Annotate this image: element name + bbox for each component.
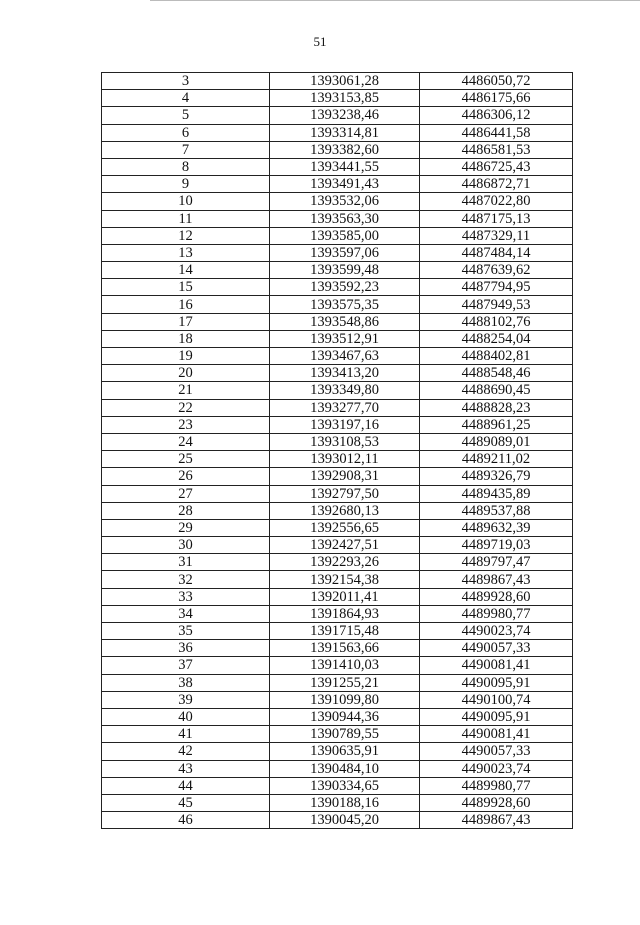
point-number-cell: 38 xyxy=(102,674,270,691)
x-coordinate-cell: 1393467,63 xyxy=(270,348,420,365)
x-coordinate-cell: 1392908,31 xyxy=(270,468,420,485)
x-coordinate-cell: 1393382,60 xyxy=(270,141,420,158)
y-coordinate-cell: 4488102,76 xyxy=(420,313,573,330)
table-row xyxy=(102,90,573,107)
table-row xyxy=(102,382,573,399)
x-coordinate-cell: 1392011,41 xyxy=(270,588,420,605)
point-number-cell: 18 xyxy=(102,330,270,347)
table-row xyxy=(102,537,573,554)
x-coordinate-cell: 1393061,28 xyxy=(270,73,420,90)
x-coordinate-cell: 1391410,03 xyxy=(270,657,420,674)
x-coordinate-cell: 1393349,80 xyxy=(270,382,420,399)
point-number-cell: 12 xyxy=(102,227,270,244)
y-coordinate-cell: 4489867,43 xyxy=(420,571,573,588)
y-coordinate-cell: 4489089,01 xyxy=(420,433,573,450)
y-coordinate-cell: 4490057,33 xyxy=(420,743,573,760)
table-row xyxy=(102,330,573,347)
x-coordinate-cell: 1390484,10 xyxy=(270,760,420,777)
point-number-cell: 22 xyxy=(102,399,270,416)
y-coordinate-cell: 4489867,43 xyxy=(420,812,573,829)
y-coordinate-cell: 4489435,89 xyxy=(420,485,573,502)
y-coordinate-cell: 4489719,03 xyxy=(420,537,573,554)
point-number-cell: 40 xyxy=(102,708,270,725)
table-row xyxy=(102,227,573,244)
table-row xyxy=(102,794,573,811)
y-coordinate-cell: 4489980,77 xyxy=(420,605,573,622)
table-row xyxy=(102,365,573,382)
table-row xyxy=(102,812,573,829)
y-coordinate-cell: 4487022,80 xyxy=(420,193,573,210)
point-number-cell: 23 xyxy=(102,416,270,433)
x-coordinate-cell: 1393012,11 xyxy=(270,451,420,468)
table-row xyxy=(102,571,573,588)
x-coordinate-cell: 1390635,91 xyxy=(270,743,420,760)
coordinates-table xyxy=(101,72,573,829)
point-number-cell: 37 xyxy=(102,657,270,674)
table-row xyxy=(102,296,573,313)
coordinates-table-body xyxy=(102,73,573,829)
x-coordinate-cell: 1392293,26 xyxy=(270,554,420,571)
x-coordinate-cell: 1393585,00 xyxy=(270,227,420,244)
x-coordinate-cell: 1393197,16 xyxy=(270,416,420,433)
x-coordinate-cell: 1392427,51 xyxy=(270,537,420,554)
table-row xyxy=(102,176,573,193)
y-coordinate-cell: 4488690,45 xyxy=(420,382,573,399)
x-coordinate-cell: 1393153,85 xyxy=(270,90,420,107)
table-row xyxy=(102,107,573,124)
point-number-cell: 33 xyxy=(102,588,270,605)
point-number-cell: 39 xyxy=(102,691,270,708)
table-row xyxy=(102,708,573,725)
x-coordinate-cell: 1393599,48 xyxy=(270,262,420,279)
page-number: 51 xyxy=(313,34,327,49)
x-coordinate-cell: 1390944,36 xyxy=(270,708,420,725)
x-coordinate-cell: 1393314,81 xyxy=(270,124,420,141)
y-coordinate-cell: 4488961,25 xyxy=(420,416,573,433)
table-row xyxy=(102,502,573,519)
point-number-cell: 29 xyxy=(102,519,270,536)
y-coordinate-cell: 4490057,33 xyxy=(420,640,573,657)
table-row xyxy=(102,605,573,622)
x-coordinate-cell: 1393592,23 xyxy=(270,279,420,296)
y-coordinate-cell: 4489928,60 xyxy=(420,588,573,605)
y-coordinate-cell: 4489537,88 xyxy=(420,502,573,519)
y-coordinate-cell: 4490100,74 xyxy=(420,691,573,708)
x-coordinate-cell: 1393563,30 xyxy=(270,210,420,227)
x-coordinate-cell: 1393238,46 xyxy=(270,107,420,124)
point-number-cell: 5 xyxy=(102,107,270,124)
table-row xyxy=(102,743,573,760)
table-row xyxy=(102,777,573,794)
x-coordinate-cell: 1393597,06 xyxy=(270,244,420,261)
point-number-cell: 44 xyxy=(102,777,270,794)
x-coordinate-cell: 1390789,55 xyxy=(270,726,420,743)
point-number-cell: 31 xyxy=(102,554,270,571)
point-number-cell: 9 xyxy=(102,176,270,193)
table-row xyxy=(102,468,573,485)
y-coordinate-cell: 4490095,91 xyxy=(420,708,573,725)
y-coordinate-cell: 4490095,91 xyxy=(420,674,573,691)
point-number-cell: 11 xyxy=(102,210,270,227)
x-coordinate-cell: 1391715,48 xyxy=(270,623,420,640)
point-number-cell: 25 xyxy=(102,451,270,468)
y-coordinate-cell: 4489980,77 xyxy=(420,777,573,794)
x-coordinate-cell: 1390045,20 xyxy=(270,812,420,829)
x-coordinate-cell: 1390334,65 xyxy=(270,777,420,794)
y-coordinate-cell: 4487794,95 xyxy=(420,279,573,296)
point-number-cell: 8 xyxy=(102,158,270,175)
x-coordinate-cell: 1393575,35 xyxy=(270,296,420,313)
x-coordinate-cell: 1392797,50 xyxy=(270,485,420,502)
y-coordinate-cell: 4487639,62 xyxy=(420,262,573,279)
point-number-cell: 15 xyxy=(102,279,270,296)
point-number-cell: 27 xyxy=(102,485,270,502)
x-coordinate-cell: 1393413,20 xyxy=(270,365,420,382)
point-number-cell: 3 xyxy=(102,73,270,90)
point-number-cell: 46 xyxy=(102,812,270,829)
y-coordinate-cell: 4487484,14 xyxy=(420,244,573,261)
y-coordinate-cell: 4488402,81 xyxy=(420,348,573,365)
x-coordinate-cell: 1393548,86 xyxy=(270,313,420,330)
y-coordinate-cell: 4486581,53 xyxy=(420,141,573,158)
y-coordinate-cell: 4486725,43 xyxy=(420,158,573,175)
y-coordinate-cell: 4490081,41 xyxy=(420,657,573,674)
y-coordinate-cell: 4488828,23 xyxy=(420,399,573,416)
point-number-cell: 14 xyxy=(102,262,270,279)
point-number-cell: 26 xyxy=(102,468,270,485)
y-coordinate-cell: 4489632,39 xyxy=(420,519,573,536)
y-coordinate-cell: 4488548,46 xyxy=(420,365,573,382)
x-coordinate-cell: 1393277,70 xyxy=(270,399,420,416)
y-coordinate-cell: 4486441,58 xyxy=(420,124,573,141)
table-row xyxy=(102,416,573,433)
point-number-cell: 30 xyxy=(102,537,270,554)
table-row xyxy=(102,193,573,210)
x-coordinate-cell: 1391563,66 xyxy=(270,640,420,657)
table-row xyxy=(102,657,573,674)
y-coordinate-cell: 4489928,60 xyxy=(420,794,573,811)
table-row xyxy=(102,210,573,227)
point-number-cell: 4 xyxy=(102,90,270,107)
point-number-cell: 45 xyxy=(102,794,270,811)
point-number-cell: 19 xyxy=(102,348,270,365)
table-row xyxy=(102,313,573,330)
table-row xyxy=(102,623,573,640)
y-coordinate-cell: 4486306,12 xyxy=(420,107,573,124)
table-row xyxy=(102,726,573,743)
point-number-cell: 10 xyxy=(102,193,270,210)
x-coordinate-cell: 1391099,80 xyxy=(270,691,420,708)
table-row xyxy=(102,760,573,777)
x-coordinate-cell: 1393108,53 xyxy=(270,433,420,450)
table-row xyxy=(102,399,573,416)
y-coordinate-cell: 4488254,04 xyxy=(420,330,573,347)
table-row xyxy=(102,433,573,450)
y-coordinate-cell: 4486175,66 xyxy=(420,90,573,107)
table-row xyxy=(102,348,573,365)
x-coordinate-cell: 1392556,65 xyxy=(270,519,420,536)
y-coordinate-cell: 4487175,13 xyxy=(420,210,573,227)
y-coordinate-cell: 4489326,79 xyxy=(420,468,573,485)
table-row xyxy=(102,485,573,502)
table-row xyxy=(102,588,573,605)
table-row xyxy=(102,279,573,296)
point-number-cell: 13 xyxy=(102,244,270,261)
table-row xyxy=(102,262,573,279)
point-number-cell: 17 xyxy=(102,313,270,330)
y-coordinate-cell: 4486872,71 xyxy=(420,176,573,193)
x-coordinate-cell: 1393512,91 xyxy=(270,330,420,347)
x-coordinate-cell: 1392154,38 xyxy=(270,571,420,588)
point-number-cell: 20 xyxy=(102,365,270,382)
point-number-cell: 16 xyxy=(102,296,270,313)
table-row xyxy=(102,73,573,90)
y-coordinate-cell: 4489797,47 xyxy=(420,554,573,571)
table-row xyxy=(102,158,573,175)
y-coordinate-cell: 4486050,72 xyxy=(420,73,573,90)
x-coordinate-cell: 1390188,16 xyxy=(270,794,420,811)
point-number-cell: 21 xyxy=(102,382,270,399)
x-coordinate-cell: 1392680,13 xyxy=(270,502,420,519)
point-number-cell: 42 xyxy=(102,743,270,760)
table-row xyxy=(102,674,573,691)
point-number-cell: 24 xyxy=(102,433,270,450)
table-row xyxy=(102,244,573,261)
table-row xyxy=(102,141,573,158)
table-row xyxy=(102,519,573,536)
table-row xyxy=(102,691,573,708)
point-number-cell: 32 xyxy=(102,571,270,588)
x-coordinate-cell: 1391255,21 xyxy=(270,674,420,691)
point-number-cell: 34 xyxy=(102,605,270,622)
y-coordinate-cell: 4490023,74 xyxy=(420,760,573,777)
y-coordinate-cell: 4490081,41 xyxy=(420,726,573,743)
page-top-rule xyxy=(150,0,640,1)
x-coordinate-cell: 1393532,06 xyxy=(270,193,420,210)
y-coordinate-cell: 4487329,11 xyxy=(420,227,573,244)
point-number-cell: 43 xyxy=(102,760,270,777)
table-row xyxy=(102,640,573,657)
table-row xyxy=(102,554,573,571)
table-row xyxy=(102,451,573,468)
x-coordinate-cell: 1393441,55 xyxy=(270,158,420,175)
point-number-cell: 36 xyxy=(102,640,270,657)
table-row xyxy=(102,124,573,141)
point-number-cell: 41 xyxy=(102,726,270,743)
y-coordinate-cell: 4490023,74 xyxy=(420,623,573,640)
point-number-cell: 35 xyxy=(102,623,270,640)
point-number-cell: 6 xyxy=(102,124,270,141)
y-coordinate-cell: 4487949,53 xyxy=(420,296,573,313)
x-coordinate-cell: 1393491,43 xyxy=(270,176,420,193)
x-coordinate-cell: 1391864,93 xyxy=(270,605,420,622)
point-number-cell: 28 xyxy=(102,502,270,519)
point-number-cell: 7 xyxy=(102,141,270,158)
y-coordinate-cell: 4489211,02 xyxy=(420,451,573,468)
